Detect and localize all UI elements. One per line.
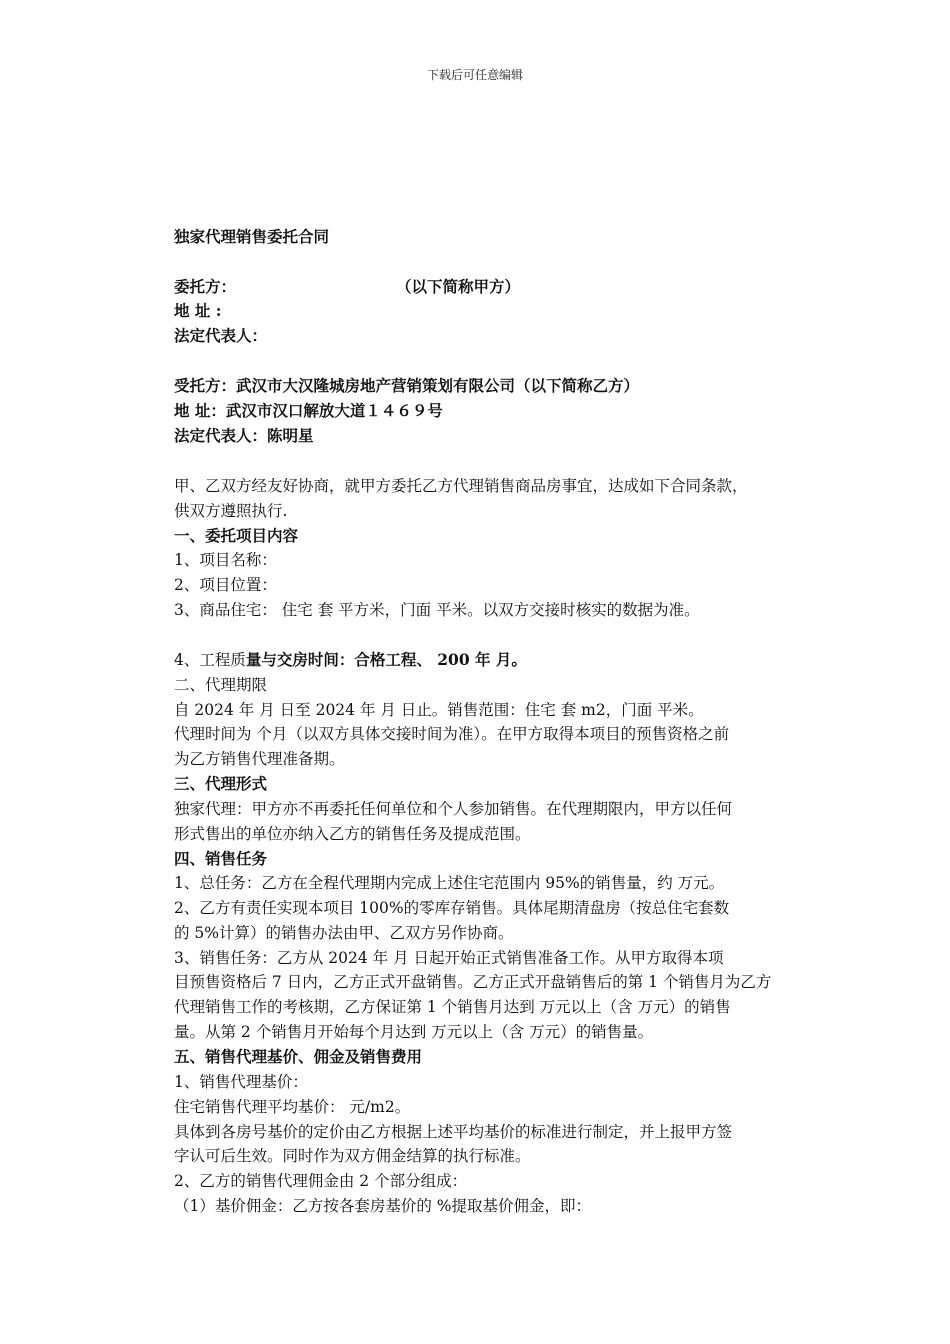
party-a-representative: 法定代表人： — [174, 326, 268, 345]
section-heading: 一、委托项目内容 — [174, 526, 299, 545]
clause-line: 的 5%计算）的销售办法由甲、乙双方另作协商。 — [174, 924, 514, 942]
clause-line: 2、项目位置： — [174, 576, 277, 594]
section-heading: 五、销售代理基价、佣金及销售费用 — [174, 1047, 423, 1066]
clause-line: 量。从第 2 个销售月开始每个月达到 万元以上（含 万元）的销售量。 — [174, 1023, 654, 1041]
section-heading: 三、代理形式 — [174, 774, 268, 793]
clause-line: 住宅销售代理平均基价： 元/m2。 — [174, 1098, 411, 1116]
clause-line: 自 2024 年 月 日至 2024 年 月 日止。销售范围：住宅 套 m2，门面 平米。 — [174, 701, 704, 719]
party-a-address: 地 址 : — [174, 301, 222, 320]
clause-line: 3、销售任务：乙方从 2024 年 月 日起开始正式销售准备工作。从甲方取得本项 — [174, 949, 724, 967]
clause-line: 1、项目名称： — [174, 551, 277, 569]
party-b-name: 受托方：武汉市大汉隆城房地产营销策划有限公司（以下简称乙方） — [174, 376, 640, 395]
clause-line: 代理销售工作的考核期，乙方保证第 1 个销售月达到 万元以上（含 万元）的销售 — [174, 998, 731, 1016]
party-b-address: 地 址：武汉市汉口解放大道１４６９号 — [174, 401, 443, 420]
page-header: 下载后可任意编辑 — [426, 68, 523, 82]
party-b-representative: 法定代表人：陈明星 — [174, 426, 314, 445]
clause-line: 2、乙方有责任实现本项目 100%的零库存销售。具体尾期清盘房（按总住宅套数 — [174, 899, 730, 917]
clause-line: 2、乙方的销售代理佣金由 2 个部分组成： — [174, 1172, 468, 1190]
clause-line: 3、商品住宅： 住宅 套 平方米，门面 平米。以双方交接时核实的数据为准。 — [174, 601, 700, 619]
clause-line: 形式售出的单位亦纳入乙方的销售任务及提成范围。 — [174, 825, 531, 843]
clause-line: 字认可后生效。同时作为双方佣金结算的执行标准。 — [174, 1147, 531, 1165]
document-title: 独家代理销售委托合同 — [174, 227, 330, 246]
clause-text: 4、工程质 — [174, 651, 246, 669]
section-heading: 二、代理期限 — [174, 676, 268, 694]
clause-line: （1）基价佣金：乙方按各套房基价的 %提取基价佣金，即： — [174, 1197, 592, 1215]
clause-line: 为乙方销售代理准备期。 — [174, 750, 345, 768]
clause-line: 目预售资格后 7 日内，乙方正式开盘销售。乙方正式开盘销售后的第 1 个销售月为乙方 — [174, 973, 772, 991]
party-a-short-name: （以下简称甲方） — [396, 277, 521, 296]
intro-line: 供双方遵照执行. — [174, 502, 288, 520]
clause-line: 独家代理：甲方亦不再委托任何单位和个人参加销售。在代理期限内，甲方以任何 — [174, 800, 733, 818]
section-heading: 四、销售任务 — [174, 849, 268, 868]
clause-text-bold: 量与交房时间：合格工程、 200 年 月。 — [245, 650, 527, 669]
clause-line: 1、销售代理基价： — [174, 1073, 308, 1091]
intro-line: 甲、乙双方经友好协商，就甲方委托乙方代理销售商品房事宜，达成如下合同条款， — [174, 477, 748, 495]
clause-line: 具体到各房号基价的定价由乙方根据上述平均基价的标准进行制定，并上报甲方签 — [174, 1123, 733, 1141]
party-a-label: 委托方： — [174, 277, 237, 296]
clause-line — [174, 648, 527, 672]
clause-line: 代理时间为 个月（以双方具体交接时间为准）。在甲方取得本项目的预售资格之前 — [174, 725, 730, 743]
clause-line: 1、总任务：乙方在全程代理期内完成上述住宅范围内 95%的销售量，约 万元。 — [174, 874, 725, 892]
